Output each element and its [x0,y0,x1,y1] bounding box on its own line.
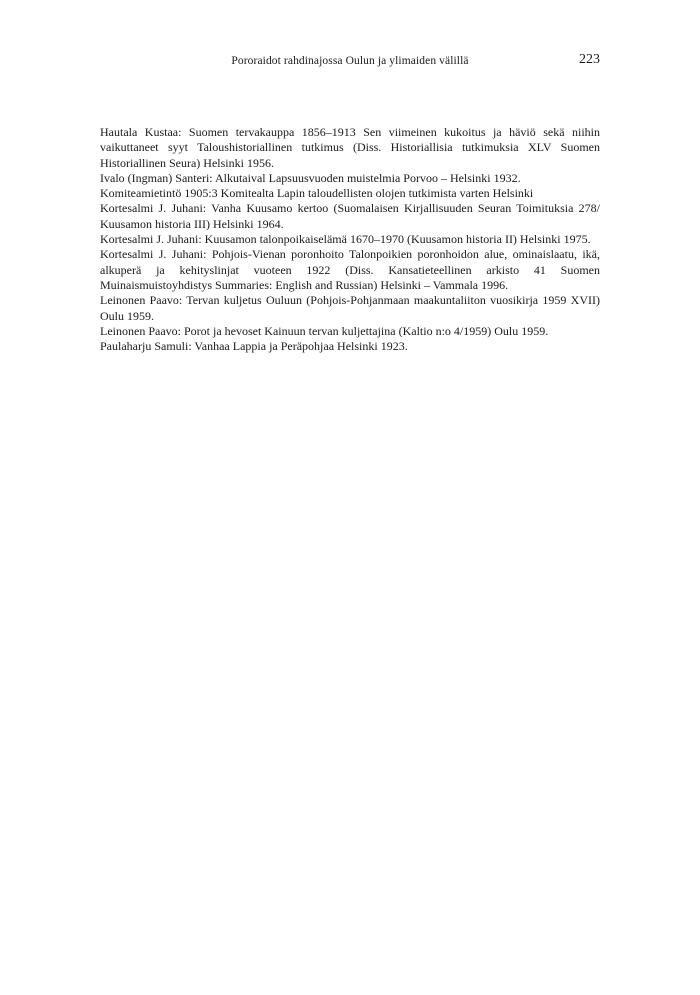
page-number: 223 [579,52,600,67]
bibliography-entry: Kortesalmi J. Juhani: Pohjois-Vienan poronhoito Talonpoikien poronhoidon alue, ominaislaatu, ikä, alkuperä ja kehityslinjat vuoteen 1922 (Diss. Kansatieteellinen arkisto 41 Suomen Muinaismuistoyhdistys Summaries: English and Russian) Helsinki – Vammala 1996. [100,247,600,292]
bibliography-entry: Hautala Kustaa: Suomen tervakauppa 1856–1913 Sen viimeinen kukoitus ja häviö sekä niihin vaikuttaneet syyt Taloushistoriallinen tutkimus (Diss. Historiallisia tutkimuksia XLV Suomen Historiallinen Seura) Helsinki 1956. [100,125,600,170]
running-title: Pororaidot rahdinajossa Oulun ja ylimaiden välillä [231,55,469,67]
bibliography-entry: Leinonen Paavo: Porot ja hevoset Kainuun tervan kuljettajina (Kaltio n:o 4/1959) Oulu 1959. [100,323,549,338]
bibliography-entry: Komiteamietintö 1905:3 Komitealta Lapin taloudellisten olojen tutkimista varten Helsinki [100,186,534,201]
bibliography-entry: Kortesalmi J. Juhani: Kuusamon talonpoikaiselämä 1670–1970 (Kuusamon historia II) Helsinki 1975. [100,232,591,247]
running-head [100,52,600,72]
bibliography-entry: Ivalo (Ingman) Santeri: Alkutaival Lapsuusvuoden muistelmia Porvoo – Helsinki 1932. [100,170,521,185]
bibliography-entry: Kortesalmi J. Juhani: Vanha Kuusamo kertoo (Suomalaisen Kirjallisuuden Seuran Toimituksia 278/ Kuusamon historia III) Helsinki 1964. [100,201,600,231]
bibliography-list [100,125,600,354]
bibliography-entry: Leinonen Paavo: Tervan kuljetus Ouluun (Pohjois-Pohjanmaan maakuntaliiton vuosikirja 1959 XVII) Oulu 1959. [100,293,600,323]
bibliography-entry: Paulaharju Samuli: Vanhaa Lappia ja Peräpohjaa Helsinki 1923. [100,339,408,354]
